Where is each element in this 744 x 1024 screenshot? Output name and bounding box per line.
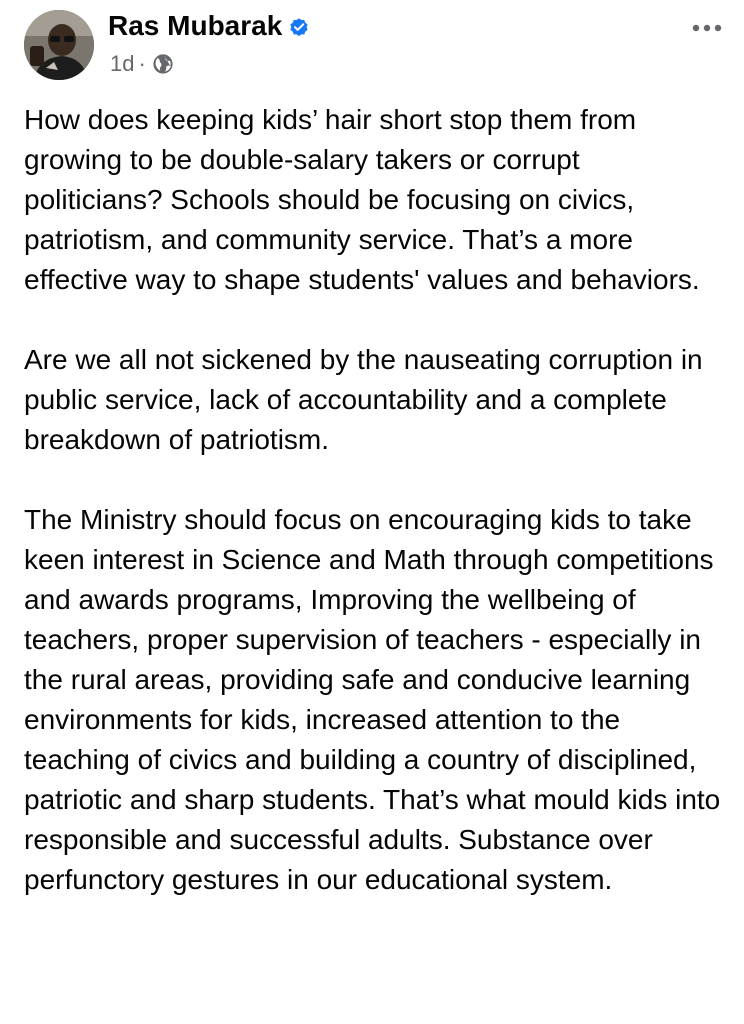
- post-paragraph-1: How does keeping kids’ hair short stop them from growing to be double-salary takers or corrupt politicians? Schools should be focusing on civics, patriotism, and community service. That’s a more effective way to shape students' values and behaviors.: [24, 104, 700, 295]
- post-meta: [110, 50, 174, 78]
- post-header: [0, 0, 744, 100]
- verified-badge-icon: [288, 16, 310, 38]
- author-name[interactable]: [108, 9, 310, 43]
- post-timestamp[interactable]: 1d: [110, 51, 135, 76]
- more-options-icon[interactable]: [690, 16, 724, 40]
- post-paragraph-2: Are we all not sickened by the nauseating corruption in public service, lack of accountability and a complete breakdown of patriotism.: [24, 344, 703, 455]
- avatar-image: [24, 10, 94, 80]
- post-text: [24, 100, 724, 940]
- post-paragraph-3: The Ministry should focus on encouraging kids to take keen interest in Science and Math through competitions and awards programs, Improving the wellbeing of teachers, proper supervision of teachers - especially in the rural areas, providing safe and conducive learning environments for kids, increased attention to the teaching of civics and building a country of disciplined, patriotic and sharp students. That’s what mould kids into responsible and successful adults. Substance over perfunctory gestures in our educational system.: [24, 504, 721, 895]
- avatar[interactable]: [24, 10, 94, 80]
- meta-separator: ·: [138, 51, 146, 76]
- globe-icon[interactable]: [152, 53, 174, 75]
- author-name-text[interactable]: Ras Mubarak: [108, 10, 283, 41]
